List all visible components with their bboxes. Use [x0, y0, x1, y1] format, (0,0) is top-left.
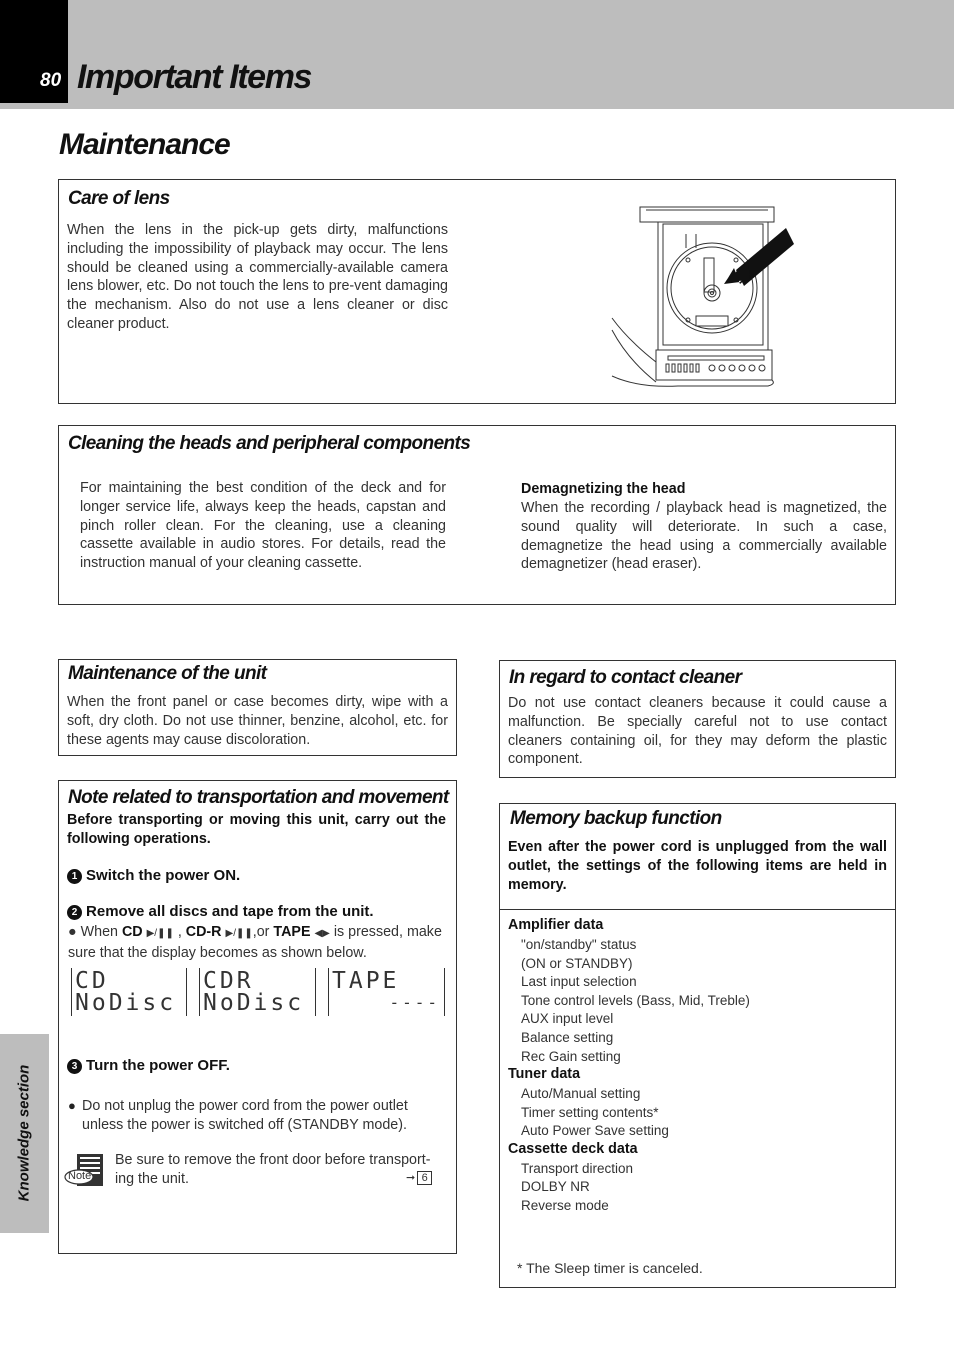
amplifier-data-heading: Amplifier data [508, 917, 604, 933]
list-item: Tone control levels (Bass, Mid, Treble) [521, 993, 750, 1008]
demagnetizing-body: When the recording / playback head is magnetized, the sound quality will deteriorate. In such a case, demagnetize the head using a commercially available demagnetizer (head eraser). [521, 500, 887, 573]
step-2-when: When [80, 924, 118, 940]
step-1-label: Switch the power ON. [86, 867, 241, 884]
list-item: AUX input level [521, 1011, 614, 1026]
display-tape [328, 968, 445, 1016]
side-tab-label: Knowledge section [15, 1064, 33, 1202]
display-line-1: CDR [203, 968, 254, 994]
transport-intro: Before transporting or moving this unit, carry out the following operations. [67, 812, 446, 847]
maintenance-unit-heading: Maintenance of the unit [68, 663, 267, 684]
step-1-number-icon: 1 [67, 869, 82, 884]
display-line-1: CD [75, 968, 109, 994]
page-title: Important Items [77, 58, 312, 96]
list-item: Balance setting [521, 1030, 614, 1045]
display-cd-nodisc [71, 968, 187, 1016]
memory-backup-footnote: * The Sleep timer is canceled. [517, 1260, 703, 1276]
note-label: Note [68, 1170, 92, 1182]
section-title: Maintenance [59, 128, 230, 161]
contact-cleaner-heading: In regard to contact cleaner [509, 667, 742, 688]
step-3-number-icon: 3 [67, 1059, 82, 1074]
step-2-detail: ● When CD ▶/❚❚ , CD-R ▶/❚❚,or TAPE ◀▶ is pressed, make sure that the display becomes as shown below. [68, 924, 442, 961]
cleaning-heads-body: For maintaining the best condition of the deck and for longer service life, always keep the heads, capstan and pinch roller clean. For the cleaning, use a cleaning cassette available in audio stores. For details, read the instruction manual of your cleaning cassette. [80, 480, 446, 572]
list-item: (ON or STANDBY) [521, 956, 633, 971]
care-of-lens-body: When the lens in the pick-up gets dirty, malfunctions including the impossibility of playback may occur. The lens should be cleaned using a commercially-available camera lens blower, etc. Do not touch the lens to pre-vent damaging the mechanism. Also do not use a lens cleaner or disc cleaner product. [67, 222, 448, 332]
memory-backup-intro: Even after the power cord is unplugged from the wall outlet, the settings of the following items are held in memory. [508, 839, 887, 893]
play-pause-icon: ▶/❚❚ [146, 928, 174, 939]
memory-backup-divider [499, 909, 896, 910]
list-item: Auto/Manual setting [521, 1086, 641, 1101]
step-1 [67, 867, 240, 884]
contact-cleaner-body: Do not use contact cleaners because it could cause a malfunction. Be specially careful not to use contact cleaners containing oil, for they may deform the plastic component. [508, 695, 887, 768]
display-line-2: NoDisc [203, 990, 305, 1016]
note-text: Be sure to remove the front door before transport-ing the unit. [115, 1152, 431, 1187]
transport-heading: Note related to transportation and movement [68, 787, 449, 808]
list-item: DOLBY NR [521, 1179, 590, 1194]
bullet-icon: ● [68, 924, 77, 940]
step-3-label: Turn the power OFF. [86, 1057, 230, 1074]
display-line-1: TAPE [332, 968, 400, 994]
memory-backup-heading: Memory backup function [510, 808, 722, 829]
step-2-cd-label: CD [121, 924, 143, 940]
display-line-2: ---- [389, 993, 440, 1012]
list-item: Reverse mode [521, 1198, 609, 1213]
list-item: Last input selection [521, 974, 637, 989]
display-cdr-nodisc [199, 968, 316, 1016]
list-item: "on/standby" status [521, 937, 637, 952]
tape-direction-icon: ◀▶ [314, 928, 330, 939]
ref-page-box: 6 [417, 1171, 432, 1185]
cassette-deck-data-heading: Cassette deck data [508, 1141, 638, 1157]
list-item: Timer setting contents* [521, 1105, 659, 1120]
step-3 [67, 1057, 230, 1074]
cd-lens-illustration [608, 200, 798, 392]
cleaning-heads-heading: Cleaning the heads and peripheral components [68, 433, 471, 454]
step-2-number-icon: 2 [67, 905, 82, 920]
step-2-cdr-label: CD-R [185, 924, 222, 940]
arrow-icon: ➞ [406, 1172, 416, 1184]
display-line-2: NoDisc [75, 990, 177, 1016]
tuner-data-heading: Tuner data [508, 1066, 581, 1082]
list-item: Rec Gain setting [521, 1049, 621, 1064]
bullet-icon: ● [68, 1098, 76, 1113]
step-2-label: Remove all discs and tape from the unit. [86, 903, 374, 920]
maintenance-unit-body: When the front panel or case becomes dirty, wipe with a soft, dry cloth. Do not use thinner, benzine, alcohol, etc. for these agents may cause discoloration. [67, 694, 448, 748]
care-of-lens-heading: Care of lens [68, 188, 170, 209]
list-item: Transport direction [521, 1161, 634, 1176]
step-2-tape-label: TAPE [273, 924, 311, 940]
note-ref [406, 1171, 432, 1185]
demagnetizing-heading: Demagnetizing the head [521, 481, 686, 497]
step-2 [67, 903, 374, 920]
list-item: Auto Power Save setting [521, 1123, 669, 1138]
play-pause-icon: ▶/❚❚ [225, 928, 253, 939]
step-2-or: ,or [252, 924, 270, 940]
step-2-rest: is pressed, make sure that the display becomes as shown below. [68, 924, 442, 961]
unplug-warning: Do not unplug the power cord from the power outlet unless the power is switched off (STANDBY mode). [82, 1098, 408, 1133]
page-number: 80 [40, 70, 62, 91]
